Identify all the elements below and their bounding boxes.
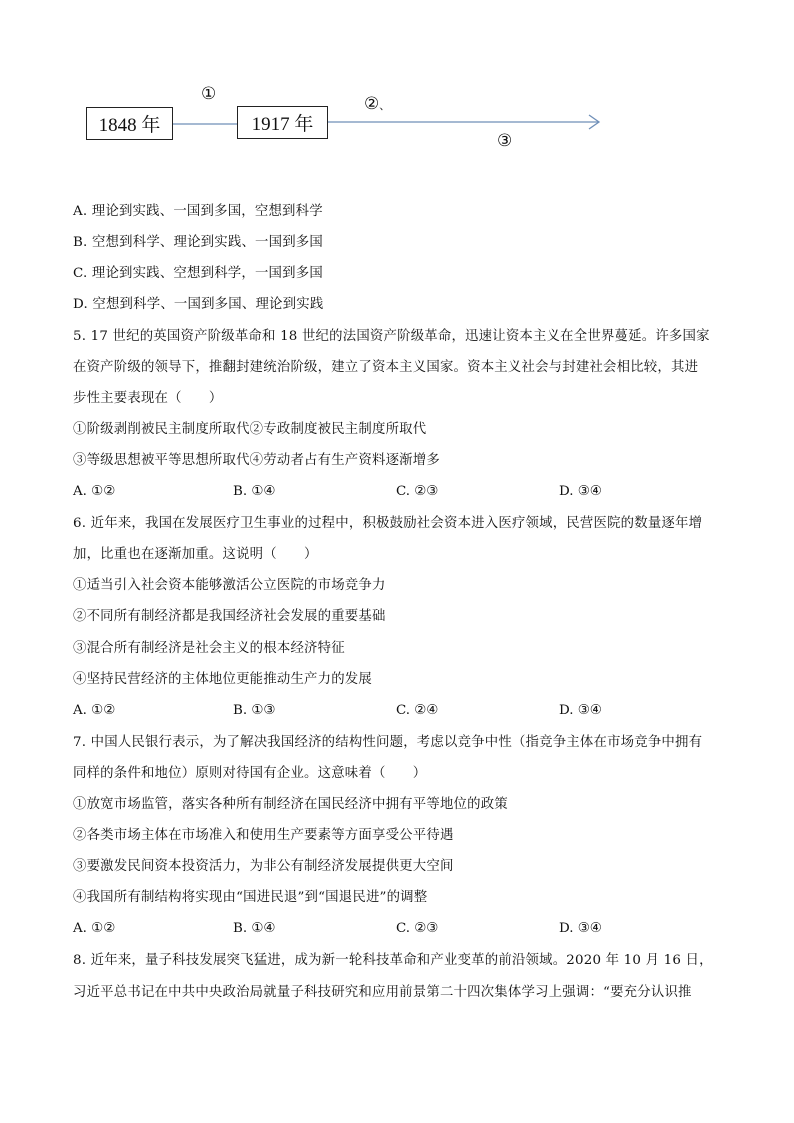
q7-statement-1: ①放宽市场监管，落实各种所有制经济在国民经济中拥有平等地位的政策 <box>73 797 508 812</box>
marker-3: ③ <box>497 131 513 151</box>
marker-1: ① <box>201 84 217 104</box>
q7-stem-line-1: 7. 中国人民银行表示，为了解决我国经济的结构性问题，考虑以竞争中性（指竞争主体在市场竞争中拥有 <box>73 735 703 750</box>
q7-option-d: D. ③④ <box>559 921 602 936</box>
year-box-1848: 1848 年 <box>86 107 173 140</box>
q6-option-b: B. ①③ <box>233 703 276 718</box>
q8-stem-line-2: 习近平总书记在中共中央政治局就量子科技研究和应用前景第二十四次集体学习上强调：“要充分认识推 <box>73 985 692 1000</box>
q5-option-c: C. ②③ <box>396 484 439 499</box>
q5-stem-line-2: 在资产阶级的领导下，推翻封建统治阶级，建立了资本主义国家。资本主义社会与封建社会相比较，其进 <box>73 360 699 375</box>
q5-options <box>73 482 633 502</box>
year-box-1917: 1917 年 <box>237 106 328 139</box>
timeline-arrow <box>0 0 794 170</box>
q6-option-a: A. ①② <box>73 703 116 718</box>
q7-option-a: A. ①② <box>73 921 116 936</box>
q7-stem-line-2: 同样的条件和地位）原则对待国有企业。这意味着（ ） <box>73 766 427 781</box>
q7-option-b: B. ①④ <box>233 921 276 936</box>
timeline-figure <box>0 0 794 170</box>
q4-option-b: B. 空想到科学、理论到实践、一国到多国 <box>73 235 323 250</box>
q5-statement-2: ③等级思想被平等思想所取代④劳动者占有生产资料逐渐增多 <box>73 453 440 468</box>
q6-option-d: D. ③④ <box>559 703 602 718</box>
marker-2-tail: 、 <box>379 99 391 112</box>
q4-option-a: A. 理论到实践、一国到多国，空想到科学 <box>73 204 323 219</box>
q5-stem-line-1: 5. 17 世纪的英国资产阶级革命和 18 世纪的法国资产阶级革命，迅速让资本主义在全世界蔓延。许多国家 <box>73 329 710 344</box>
q4-option-c: C. 理论到实践、空想到科学，一国到多国 <box>73 266 323 281</box>
q6-statement-4: ④坚持民营经济的主体地位更能推动生产力的发展 <box>73 672 372 687</box>
q6-statement-2: ②不同所有制经济都是我国经济社会发展的重要基础 <box>73 609 386 624</box>
q7-statement-4: ④我国所有制结构将实现由“国进民退”到“国退民进”的调整 <box>73 890 428 905</box>
q5-option-b: B. ①④ <box>233 484 276 499</box>
q5-stem-line-3: 步性主要表现在（ ） <box>73 391 223 406</box>
q7-statement-3: ③要激发民间资本投资活力，为非公有制经济发展提供更大空间 <box>73 859 454 874</box>
q5-option-a: A. ①② <box>73 484 116 499</box>
q6-option-c: C. ②④ <box>396 703 439 718</box>
q6-statement-3: ③混合所有制经济是社会主义的根本经济特征 <box>73 641 345 656</box>
q4-option-d: D. 空想到科学、一国到多国、理论到实践 <box>73 297 324 312</box>
q7-statement-2: ②各类市场主体在市场准入和使用生产要素等方面享受公平待遇 <box>73 828 454 843</box>
q7-option-c: C. ②③ <box>396 921 439 936</box>
q6-statement-1: ①适当引入社会资本能够激活公立医院的市场竞争力 <box>73 578 386 593</box>
q8-stem-line-1: 8. 近年来，量子科技发展突飞猛进，成为新一轮科技革命和产业变革的前沿领域。2020 年 10 月 16 日， <box>73 953 713 968</box>
q5-option-d: D. ③④ <box>559 484 602 499</box>
q6-stem-line-1: 6. 近年来，我国在发展医疗卫生事业的过程中，积极鼓励社会资本进入医疗领域，民营医院的数量逐年增 <box>73 516 703 531</box>
marker-2-symbol: ② <box>364 94 380 114</box>
marker-2 <box>364 94 390 114</box>
q5-statement-1: ①阶级剥削被民主制度所取代②专政制度被民主制度所取代 <box>73 422 427 437</box>
q6-options <box>73 701 633 721</box>
q6-stem-line-2: 加，比重也在逐渐加重。这说明（ ） <box>73 547 318 562</box>
q7-options <box>73 919 633 939</box>
